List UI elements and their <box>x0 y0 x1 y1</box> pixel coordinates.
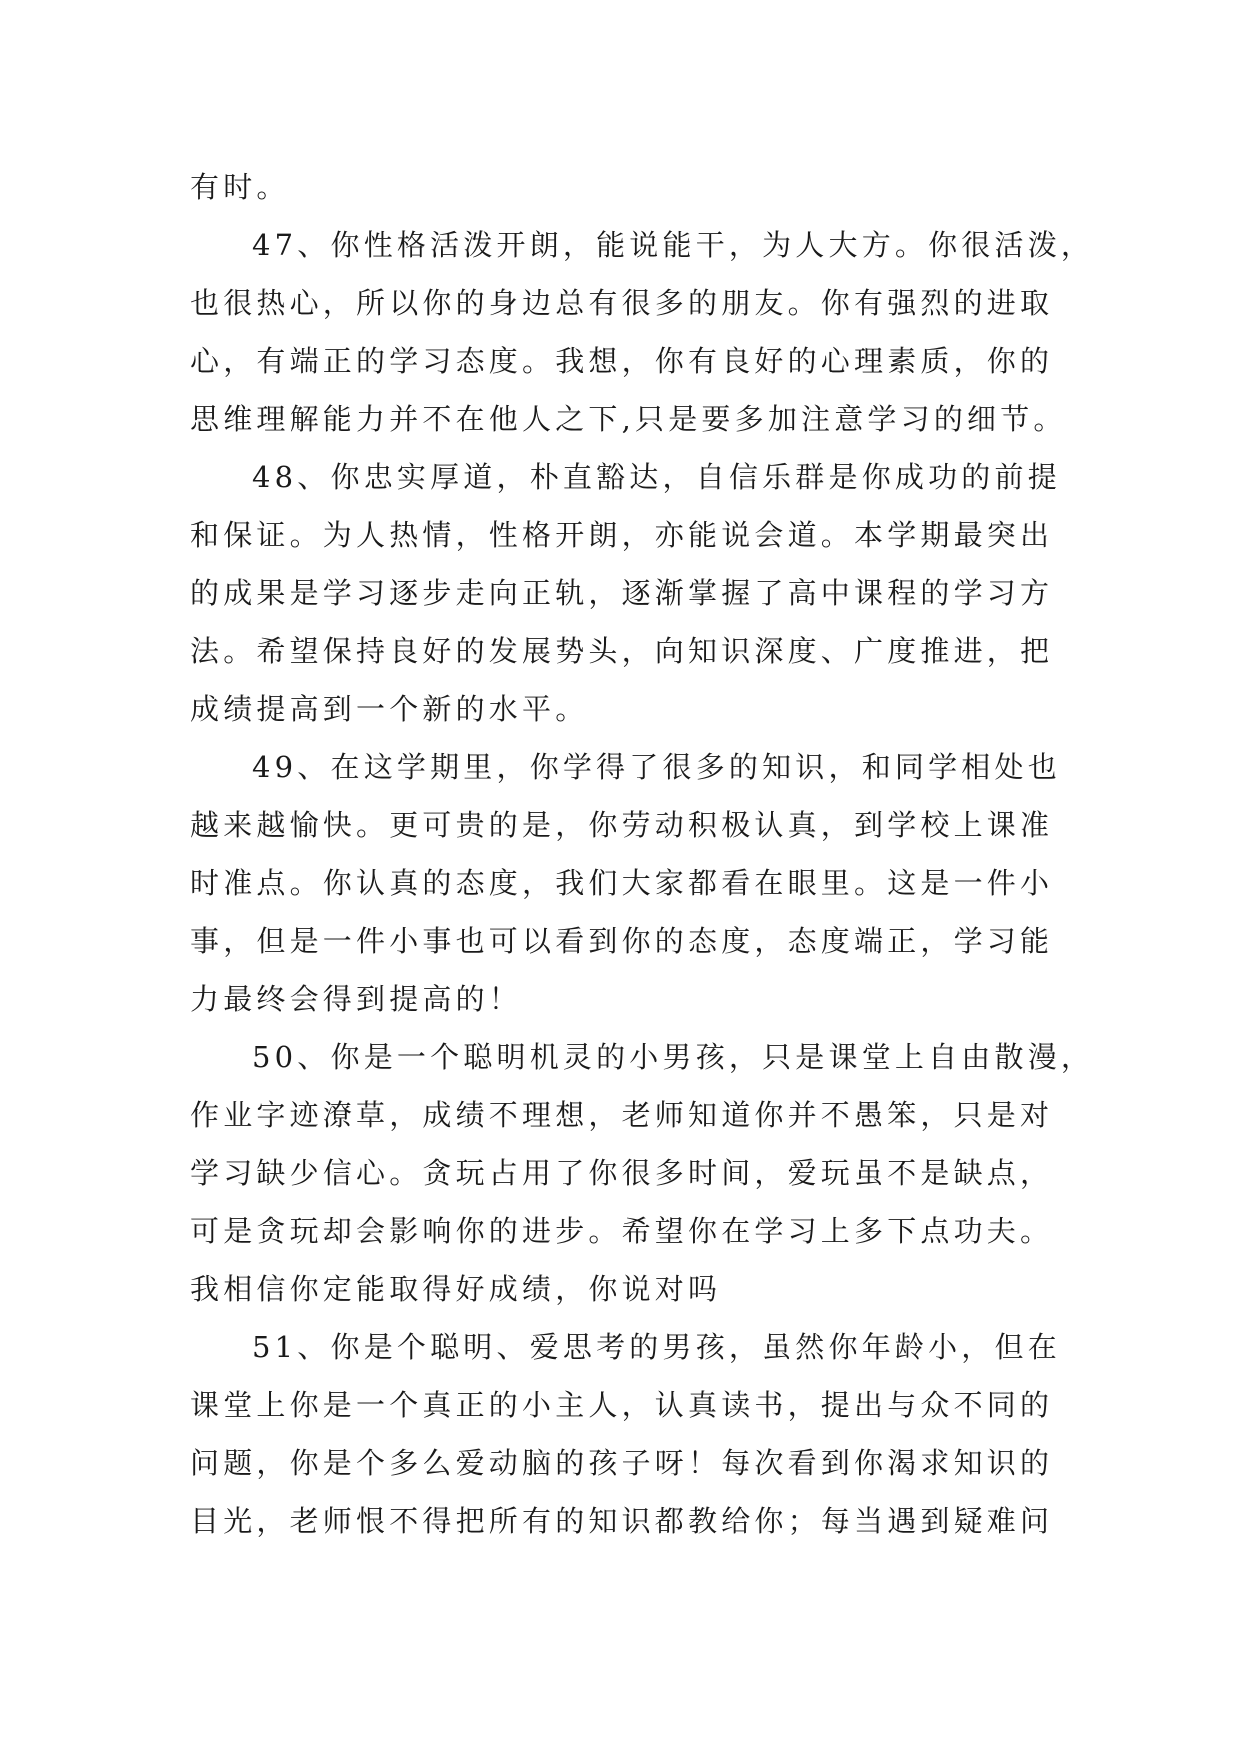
text-line: 越来越愉快。更可贵的是，你劳动积极认真，到学校上课准 <box>190 808 1054 842</box>
text-line: 有时。 <box>190 170 290 204</box>
text-line: 思维理解能力并不在他人之下,只是要多加注意学习的细节。 <box>190 402 1067 436</box>
text-line: 的成果是学习逐步走向正轨，逐渐掌握了高中课程的学习方 <box>190 576 1054 610</box>
text-line: 目光，老师恨不得把所有的知识都教给你；每当遇到疑难问 <box>190 1504 1054 1538</box>
body-text <box>190 158 1095 1550</box>
text-line: 事，但是一件小事也可以看到你的态度，态度端正，学习能 <box>190 924 1054 958</box>
comment-48-line: 48、你忠实厚道，朴直豁达，自信乐群是你成功的前提 <box>252 460 1061 494</box>
text-line: 也很热心，所以你的身边总有很多的朋友。你有强烈的进取 <box>190 286 1054 320</box>
comment-51-line: 51、你是个聪明、爱思考的男孩，虽然你年龄小，但在 <box>252 1330 1061 1364</box>
text-line: 心，有端正的学习态度。我想，你有良好的心理素质，你的 <box>190 344 1054 378</box>
text-line: 和保证。为人热情，性格开朗，亦能说会道。本学期最突出 <box>190 518 1054 552</box>
text-line: 法。希望保持良好的发展势头，向知识深度、广度推进，把 <box>190 634 1054 668</box>
text-line: 成绩提高到一个新的水平。 <box>190 692 589 726</box>
text-line: 学习缺少信心。贪玩占用了你很多时间，爱玩虽不是缺点， <box>190 1156 1054 1190</box>
text-line: 问题，你是个多么爱动脑的孩子呀！每次看到你渴求知识的 <box>190 1446 1054 1480</box>
text-line: 时准点。你认真的态度，我们大家都看在眼里。这是一件小 <box>190 866 1054 900</box>
text-line: 可是贪玩却会影响你的进步。希望你在学习上多下点功夫。 <box>190 1214 1054 1248</box>
text-line: 力最终会得到提高的！ <box>190 982 523 1016</box>
text-line: 作业字迹潦草，成绩不理想，老师知道你并不愚笨，只是对 <box>190 1098 1054 1132</box>
comment-50-line: 50、你是一个聪明机灵的小男孩，只是课堂上自由散漫， <box>252 1040 1095 1074</box>
text-line: 我相信你定能取得好成绩，你说对吗 <box>190 1272 722 1306</box>
text-line: 课堂上你是一个真正的小主人，认真读书，提出与众不同的 <box>190 1388 1054 1422</box>
comment-49-line: 49、在这学期里，你学得了很多的知识，和同学相处也 <box>252 750 1061 784</box>
comment-47-line: 47、你性格活泼开朗，能说能干，为人大方。你很活泼， <box>252 228 1095 262</box>
